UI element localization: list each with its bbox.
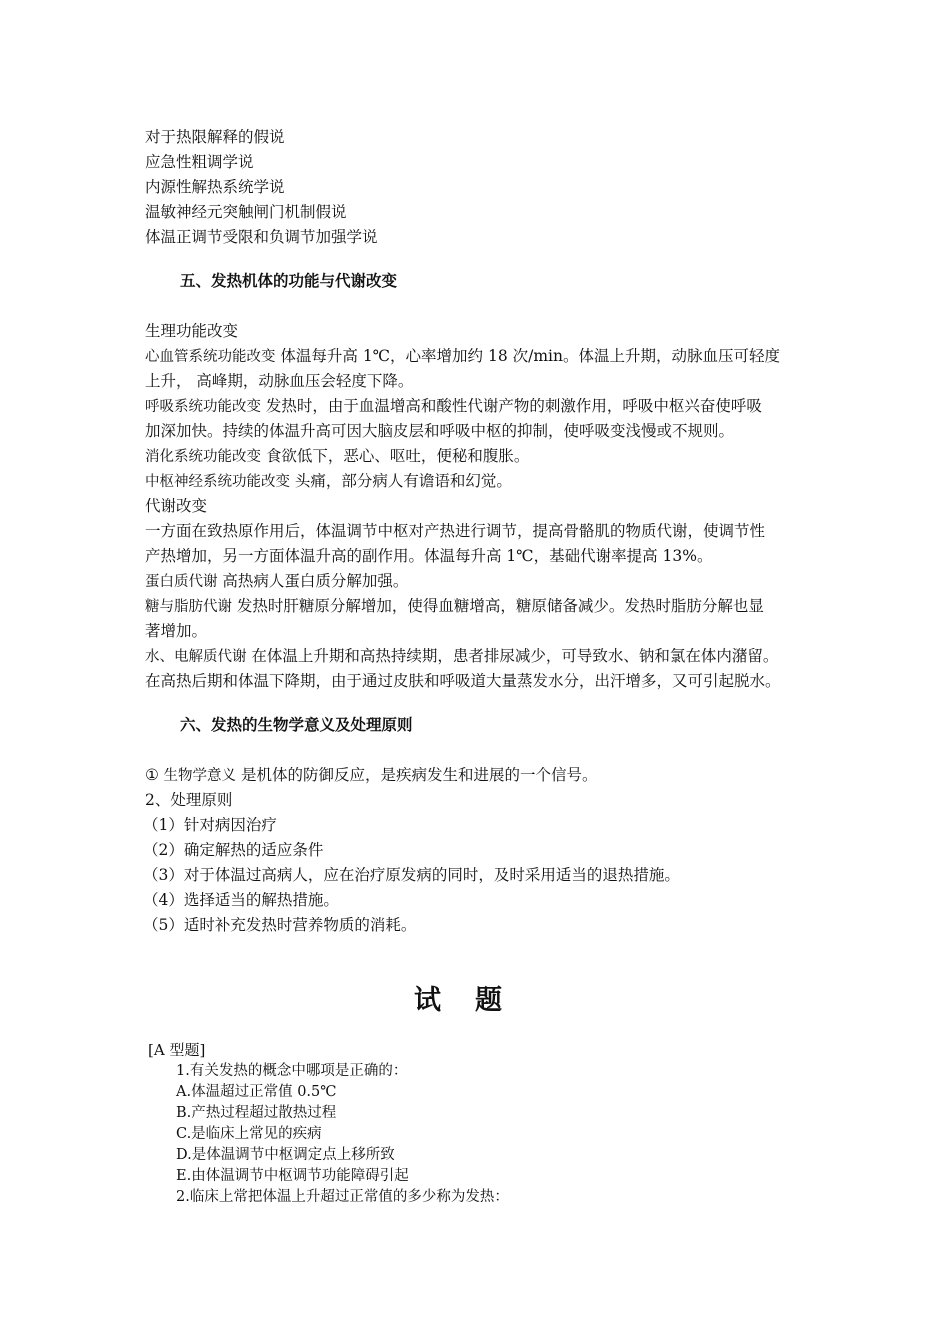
sugar-text-cont: 著增加。 [145,622,208,640]
resp-paragraph [145,396,762,417]
hypothesis-item: 温敏神经元突触闸门机制假说 [145,203,347,221]
option-c: C.是临床上常见的疾病 [176,1126,322,1142]
cardio-text-cont: 上升， 高峰期，动脉血压会轻度下降。 [145,372,414,390]
option-b: B.产热过程超过散热过程 [176,1105,337,1121]
hypothesis-item: 内源性解热系统学说 [145,178,285,196]
question-1: 1.有关发热的概念中哪项是正确的： [176,1063,408,1079]
question-type-label: [A 型题] [148,1041,206,1059]
digest-text: 食欲低下，恶心、呕吐，便秘和腹胀。 [261,447,530,465]
hypothesis-item: 应急性粗调学说 [145,153,254,171]
digest-paragraph [145,446,529,467]
physio-title: 生理功能改变 [145,322,239,340]
cns-text: 头痛，部分病人有谵语和幻觉。 [290,472,512,490]
hypothesis-item: 体温正调节受限和负调节加强学说 [145,228,378,246]
water-text: 在体温上升期和高热持续期，患者排尿减少，可导致水、钠和氯在体内潴留。 [246,647,779,665]
water-term: 水、电解质代谢 [145,649,247,665]
principle-item: （5）适时补充发热时营养物质的消耗。 [143,916,417,934]
sugar-term: 糖与脂肪代谢 [145,599,232,615]
sugar-paragraph [145,596,764,617]
metab-text: 一方面在致热原作用后，体温调节中枢对产热进行调节，提高骨骼肌的物质代谢，使调节性 [145,522,766,540]
water-paragraph [145,646,778,667]
option-e: E.由体温调节中枢调节功能障碍引起 [176,1168,409,1184]
resp-text-cont: 加深加快。持续的体温升高可因大脑皮层和呼吸中枢的抑制，使呼吸变浅慢或不规则。 [145,422,735,440]
question-2: 2.临床上常把体温上升超过正常值的多少称为发热： [176,1189,509,1205]
cardio-term: 心血管系统功能改变 [145,349,276,365]
bio-paragraph [145,765,597,786]
section-6-heading: 六、发热的生物学意义及处理原则 [180,716,413,734]
metab-text-cont: 产热增加，另一方面体温升高的副作用。体温每升高 1℃，基础代谢率提高 13%。 [145,547,713,565]
hypothesis-item: 对于热限解释的假说 [145,128,285,146]
protein-term: 蛋白质代谢 [145,574,218,590]
protein-text: 高热病人蛋白质分解加强。 [217,572,409,590]
sugar-text: 发热时肝糖原分解增加，使得血糖增高，糖原储备减少。发热时脂肪分解也显 [232,597,764,615]
principle-item: （4）选择适当的解热措施。 [143,891,339,909]
principle-item: （1）针对病因治疗 [143,816,277,834]
cardio-text: 体温每升高 1℃，心率增加约 18 次/min。体温上升期，动脉血压可轻度 [275,347,780,365]
bio-term: 生物学意义 [158,768,237,784]
water-text-cont: 在高热后期和体温下降期，由于通过皮肤和呼吸道大量蒸发水分，出汗增多，又可引起脱水。 [145,672,781,690]
digest-term: 消化系统功能改变 [145,449,261,465]
cns-paragraph [145,471,512,492]
resp-term: 呼吸系统功能改变 [145,399,261,415]
principle-item: （2）确定解热的适应条件 [143,841,324,859]
resp-text: 发热时，由于血温增高和酸性代谢产物的刺激作用，呼吸中枢兴奋使呼吸 [261,397,762,415]
option-d: D.是体温调节中枢调定点上移所致 [176,1147,395,1163]
principle-item: （3）对于体温过高病人，应在治疗原发病的同时，及时采用适当的退热措施。 [143,866,680,884]
option-a: A.体温超过正常值 0.5℃ [176,1084,337,1100]
protein-paragraph [145,571,408,592]
bio-text: 是机体的防御反应，是疾病发生和进展的一个信号。 [236,766,598,784]
cardio-paragraph [145,346,780,367]
circled-number: ① [145,766,159,784]
principle-title: 2、处理原则 [145,791,233,809]
exam-title: 试题 [414,985,536,1016]
cns-term: 中枢神经系统功能改变 [145,474,290,490]
section-5-heading: 五、发热机体的功能与代谢改变 [180,272,398,290]
metab-title: 代谢改变 [145,497,208,515]
